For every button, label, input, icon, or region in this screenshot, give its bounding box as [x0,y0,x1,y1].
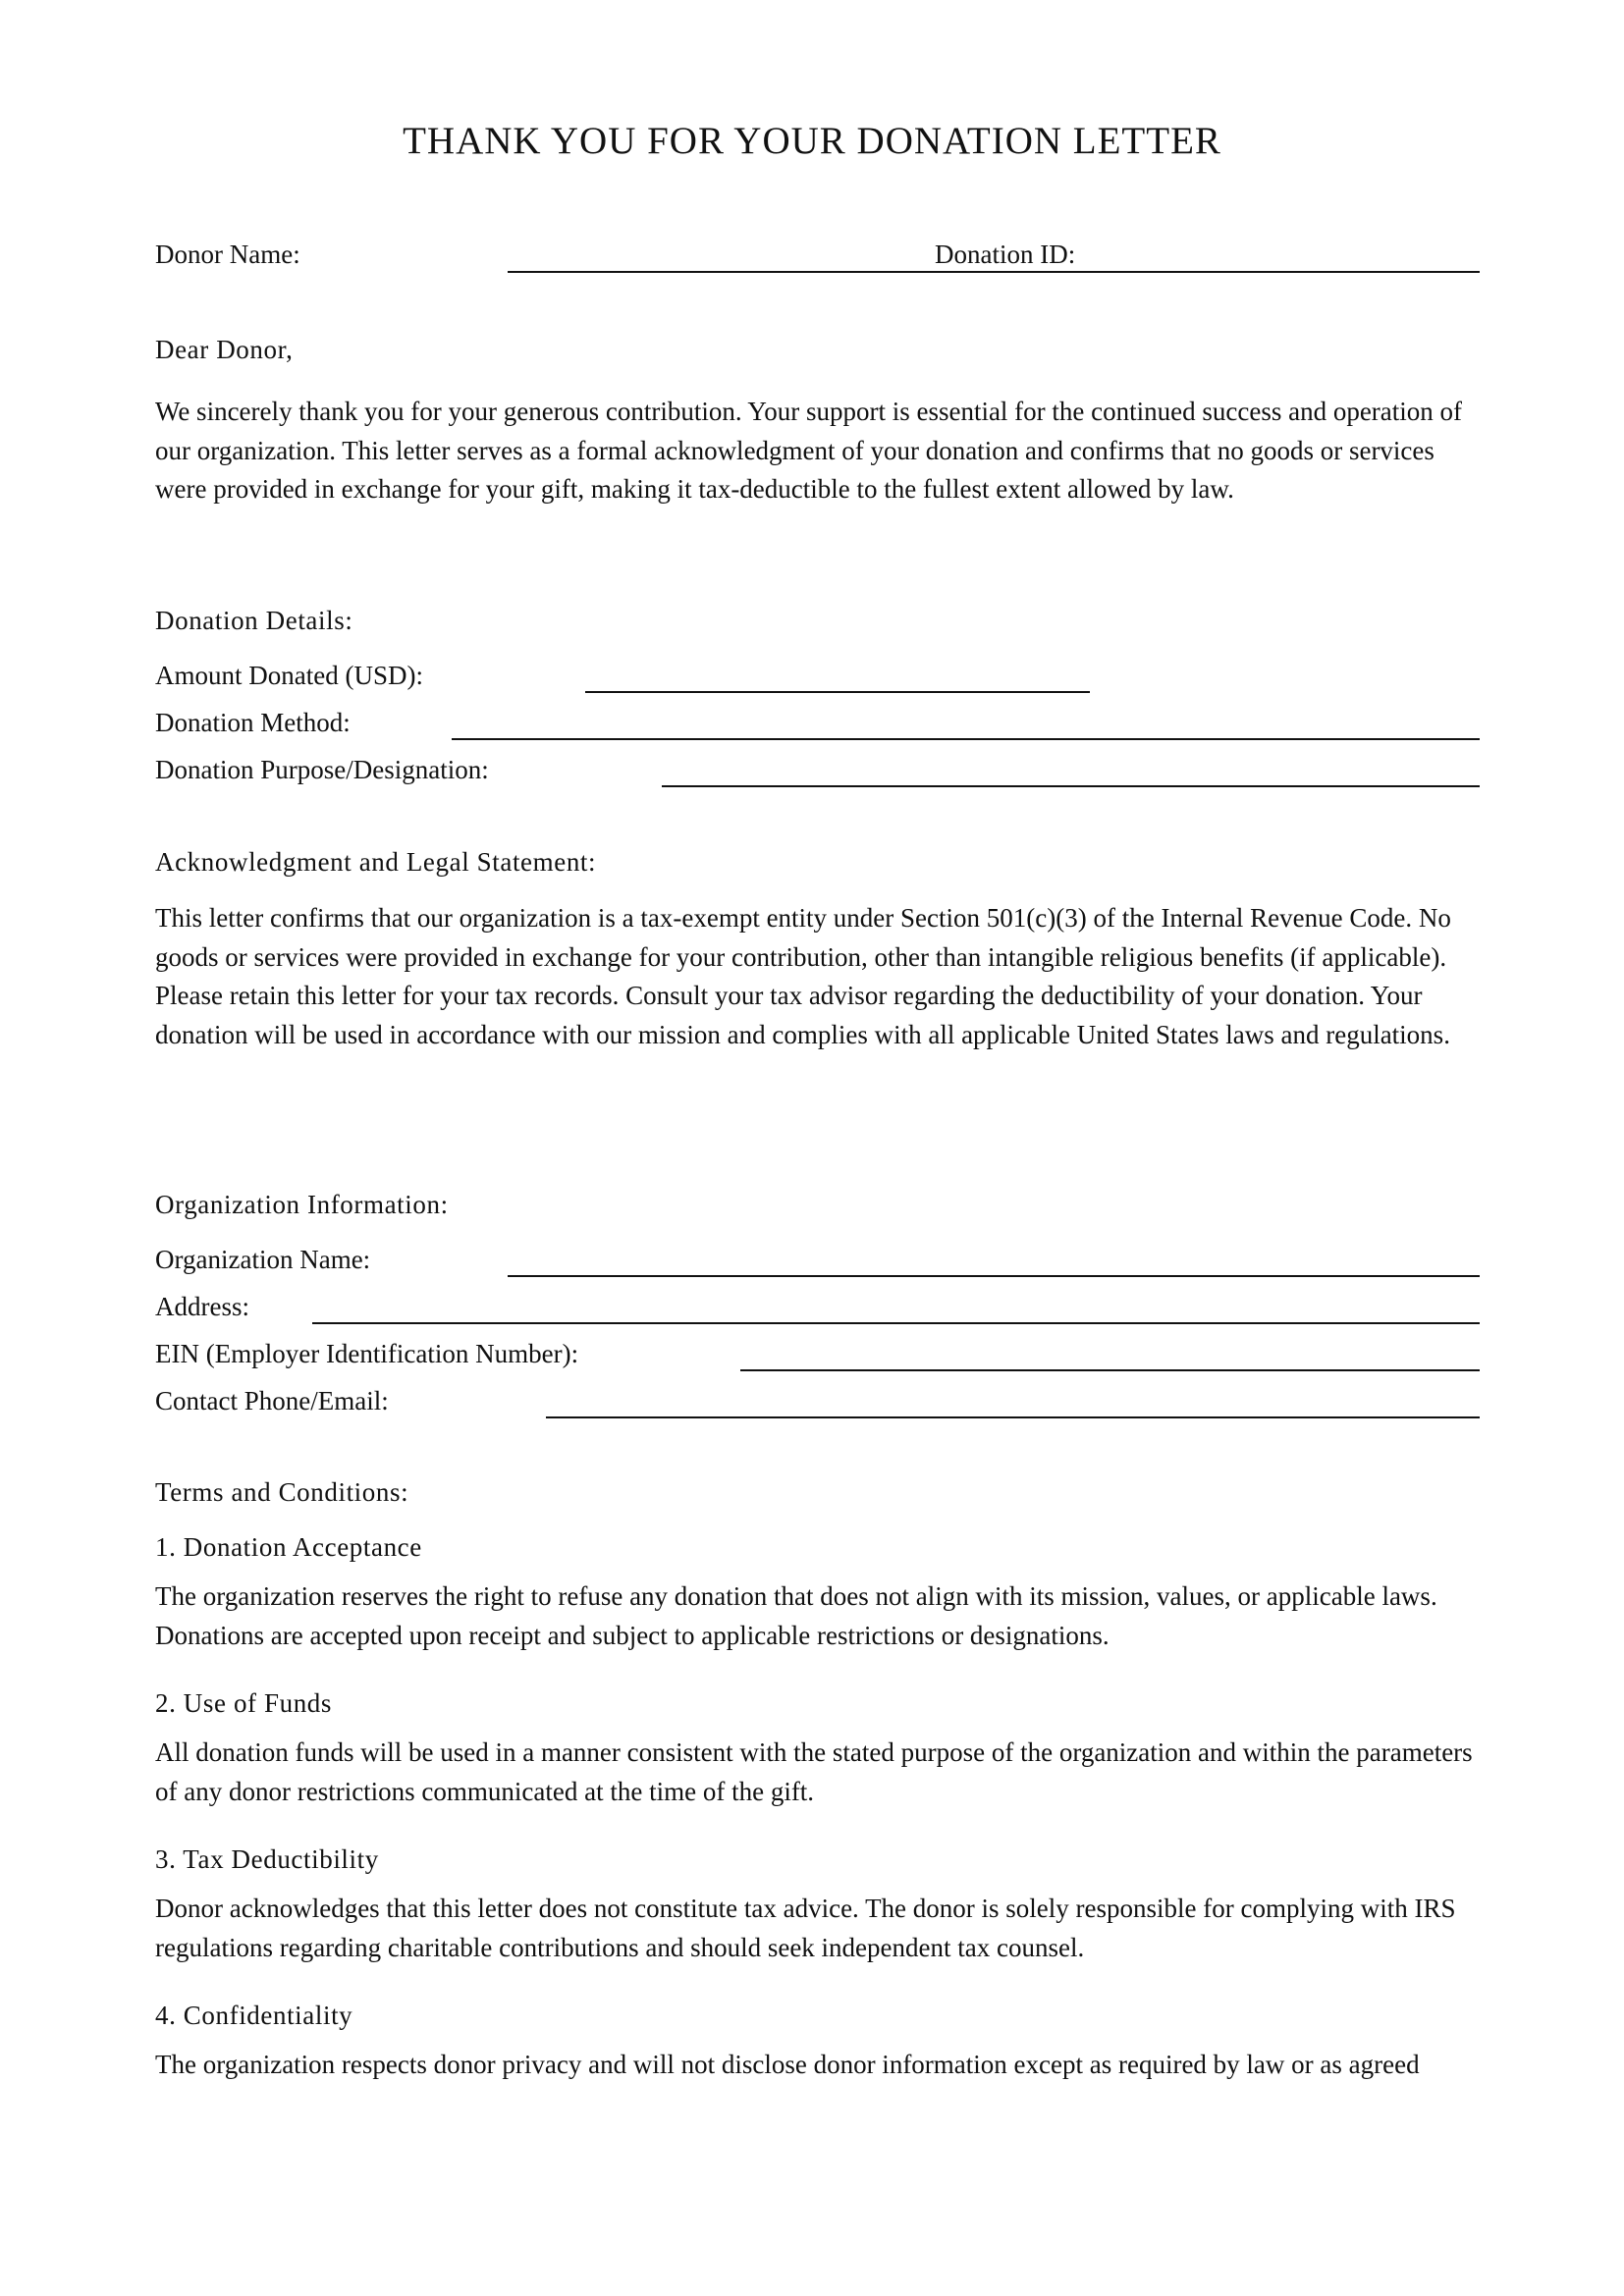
letter-title: THANK YOU FOR YOUR DONATION LETTER [403,120,1221,162]
term-text: All donation funds will be used in a manner consistent with the stated purpose of the organization and within the parameters of any donor restrictions communicated at the time of the gift. [155,1737,1473,1806]
organization-name-field[interactable] [508,1275,1480,1277]
acknowledgment-heading: Acknowledgment and Legal Statement: [155,847,597,877]
donation-purpose-label: Donation Purpose/Designation: [155,755,489,784]
organization-name-label: Organization Name: [155,1245,371,1274]
donor-name-field[interactable] [508,271,1480,273]
contact-field[interactable] [546,1416,1480,1418]
donation-id-label: Donation ID: [935,240,1076,269]
terms-heading: Terms and Conditions: [155,1477,409,1507]
salutation: Dear Donor, [155,335,294,364]
address-label: Address: [155,1292,249,1321]
amount-donated-label: Amount Donated (USD): [155,661,423,690]
donor-name-label: Donor Name: [155,240,300,269]
donation-details-heading: Donation Details: [155,606,353,635]
contact-label: Contact Phone/Email: [155,1386,389,1415]
term-title: 2. Use of Funds [155,1688,333,1718]
term-title: 3. Tax Deductibility [155,1844,379,1874]
amount-donated-field[interactable] [585,691,1090,693]
term-text: The organization reserves the right to refuse any donation that does not align with its mission, values, or applicable laws. Donations are accepted upon receipt and subject to applicable restrictions or designations. [155,1581,1437,1650]
acknowledgment-paragraph: This letter confirms that our organization is a tax-exempt entity under Section 501(c)(3) of the Internal Revenue Code. No goods or services were provided in exchange for your contribution, other than intangible religious benefits (if applicable). Please retain this letter for your tax records. Consult your tax advisor regarding the deductibility of your donation. Your donation will be used in accordance with our mission and complies with all applicable United States laws and regulations. [155,903,1451,1049]
ein-label: EIN (Employer Identification Number): [155,1339,579,1368]
organization-heading: Organization Information: [155,1190,449,1219]
term-text: The organization respects donor privacy and will not disclose donor information except as required by law or as agreed [155,2050,1420,2079]
intro-paragraph: We sincerely thank you for your generous contribution. Your support is essential for the continued success and operation of our organization. This letter serves as a formal acknowledgment of your donation and confirms that no goods or services were provided in exchange for your gift, making it tax-deductible to the fullest extent allowed by law. [155,397,1463,504]
donation-method-label: Donation Method: [155,708,351,737]
donation-method-field[interactable] [452,738,1480,740]
ein-field[interactable] [740,1369,1480,1371]
term-title: 4. Confidentiality [155,2001,353,2030]
donation-purpose-field[interactable] [662,785,1480,787]
address-field[interactable] [312,1322,1480,1324]
term-text: Donor acknowledges that this letter does not constitute tax advice. The donor is solely responsible for complying with IRS regulations regarding charitable contributions and should seek independent tax counsel. [155,1894,1456,1962]
term-title: 1. Donation Acceptance [155,1532,422,1562]
